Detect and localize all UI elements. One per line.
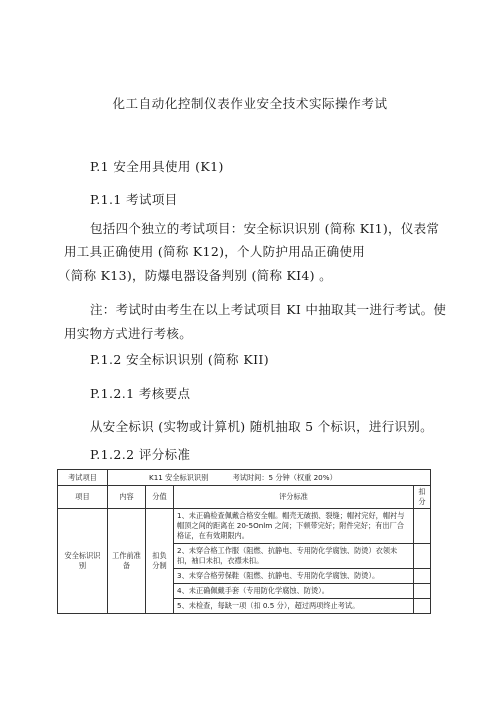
table-cell-content: 工作前准备 xyxy=(108,509,146,614)
document-title: 化工自动化控制仪表作业安全技术实际操作考试 xyxy=(112,96,388,111)
table-row xyxy=(58,509,431,544)
table-cell-exam-info xyxy=(108,470,431,486)
section-heading-p1-2-1: P.1.2.1 考核要点 xyxy=(90,386,191,401)
exam-item-name: K11 安全标识识别 xyxy=(149,472,209,482)
criteria-item: 4、未正确佩戴手套（专用防化学腐蚀、防烫）。 xyxy=(174,584,414,599)
table-header-cell: 内容 xyxy=(108,486,146,509)
table-header-cell: 扣分 xyxy=(414,486,431,509)
section-heading-p1-1: P.1.1 考试项目 xyxy=(90,192,178,207)
table-header-row xyxy=(58,486,431,509)
note-line: 注：考试时由考生在以上考试项目 KI 中抽取其一进行考试。使 xyxy=(90,302,447,317)
section-heading-p1-2: P.1.2 安全标识识别 (简称 KII) xyxy=(90,352,270,367)
paragraph-line: 包括四个独立的考试项目：安全标识识别 (简称 KI1)，仪表常 xyxy=(90,221,440,236)
deduction-cell xyxy=(414,599,431,614)
scoring-table xyxy=(57,469,431,614)
deduction-cell xyxy=(414,509,431,544)
paragraph-line: 从安全标识 (实物或计算机) 随机抽取 5 个标识，进行识别。 xyxy=(90,419,433,434)
paragraph-line: 用工具正确使用 (简称 K12)，个人防护用品正确使用 xyxy=(64,244,366,259)
note-line: 用实物方式进行考核。 xyxy=(64,326,193,341)
exam-time: 考试时间：5 分钟（权重 20%） xyxy=(232,472,337,482)
criteria-item: 2、未穿合格工作服（阻燃、抗静电、专用防化学腐蚀、防烫）衣领未扣，袖口未扣，衣襟未扣。 xyxy=(174,544,414,569)
table-row xyxy=(58,470,431,486)
section-heading-p1-2-2: P.1.2.2 评分标准 xyxy=(90,447,191,462)
deduction-cell xyxy=(414,584,431,599)
table-cell-project: 安全标识识别 xyxy=(58,509,108,614)
table-header-cell: 分值 xyxy=(146,486,174,509)
paragraph-line: （简称 K13)，防爆电器设备判别 (简称 KI4) 。 xyxy=(58,268,332,283)
criteria-item: 1、未正确检查佩戴合格安全帽。帽壳无破损、裂缝；帽衬完好，帽衬与帽顶之间的距离在 20-5Onlm 之间；下顿带完好；附件完好；有出厂合格证，在有效期限内。 xyxy=(174,509,414,544)
table-header-cell: 评分标准 xyxy=(174,486,414,509)
table-header-cell: 项目 xyxy=(58,486,108,509)
section-heading-p1: P.1 安全用具使用 (K1) xyxy=(90,159,224,174)
criteria-item: 3、未穿合格劳保鞋（阻燃、抗静电、专用防化学腐蚀、防烫）。 xyxy=(174,569,414,584)
deduction-cell xyxy=(414,544,431,569)
table-cell-score: 扣负分制 xyxy=(146,509,174,614)
table-cell-label: 考试项目 xyxy=(58,470,108,486)
criteria-item: 5、未检查，每缺一项（扣 0.5 分），超过两项终止考试。 xyxy=(174,599,414,614)
deduction-cell xyxy=(414,569,431,584)
